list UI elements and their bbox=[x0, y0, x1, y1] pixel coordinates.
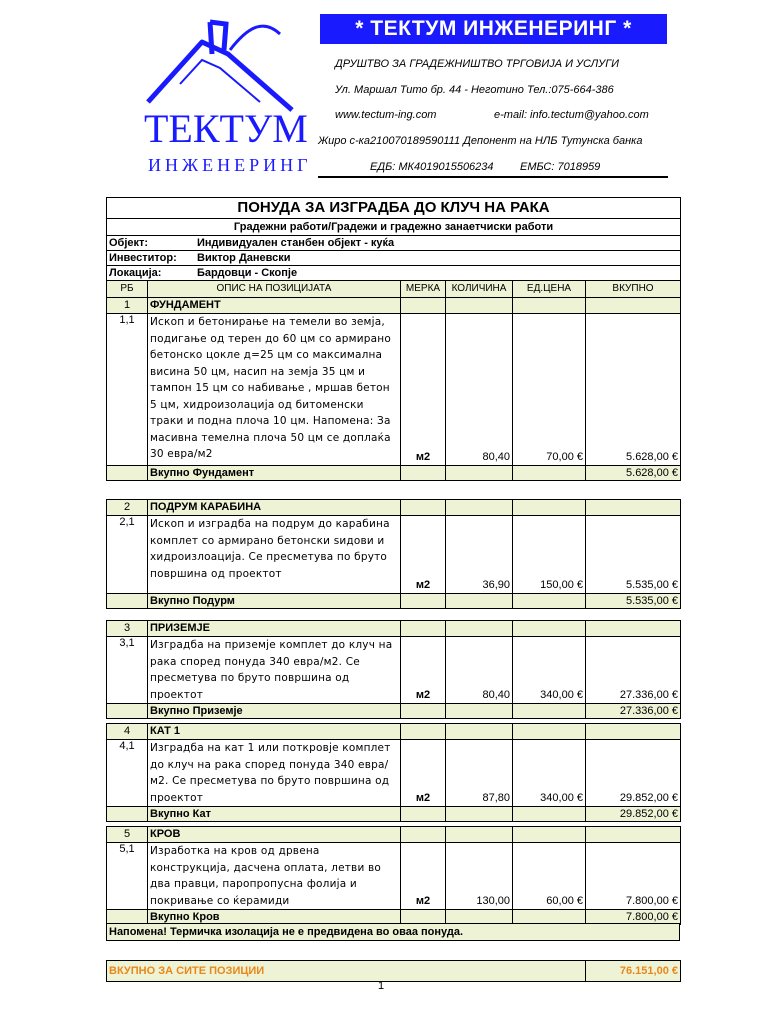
note-table bbox=[106, 923, 680, 941]
location-row bbox=[107, 266, 401, 281]
section-header-1 bbox=[107, 298, 681, 314]
offer-table bbox=[106, 197, 681, 481]
section-header-3 bbox=[107, 621, 681, 637]
object-value: Индивидуален станбен објект - куќа bbox=[197, 237, 395, 249]
item-row-4-1 bbox=[107, 740, 681, 807]
col-total: ВКУПНО bbox=[586, 281, 681, 298]
section-table-3 bbox=[106, 620, 681, 719]
section-name: ФУНДАМЕНТ bbox=[148, 298, 401, 314]
col-price: ЕД.ЦЕНА bbox=[513, 281, 586, 298]
section-name: ПРИЗЕМЈЕ bbox=[148, 621, 401, 637]
sum-value: 5.628,00 € bbox=[586, 466, 681, 481]
sum-label: Вкупно Подурм bbox=[148, 594, 401, 609]
section-header-4 bbox=[107, 724, 681, 740]
section-number: 5 bbox=[107, 827, 148, 843]
sum-value: 27.336,00 € bbox=[586, 704, 681, 719]
col-rb: РБ bbox=[107, 281, 148, 298]
sum-value: 5.535,00 € bbox=[586, 594, 681, 609]
item-qty: 130,00 bbox=[446, 843, 513, 910]
grand-total-label: ВКУПНО ЗА СИТЕ ПОЗИЦИИ bbox=[107, 961, 586, 982]
company-bank-account: Жиро с-ка210070189590111 Депонент на НЛБ Тутунска банка bbox=[318, 135, 643, 147]
col-unit: МЕРКА bbox=[401, 281, 446, 298]
section-name: КАТ 1 bbox=[148, 724, 401, 740]
grand-total-value: 76.151,00 € bbox=[586, 961, 681, 982]
location-value: Бардовци - Скопје bbox=[197, 267, 298, 279]
logo-text-main: ТЕКТУМ bbox=[144, 106, 308, 151]
item-row-3-1 bbox=[107, 637, 681, 704]
sum-value: 29.852,00 € bbox=[586, 807, 681, 822]
company-address: Ул. Маршал Тито бр. 44 - Неготино Тел.:075-664-386 bbox=[335, 84, 614, 96]
item-unit: м2 bbox=[401, 843, 446, 910]
company-email[interactable]: e-mail: info.tectum@yahoo.com bbox=[494, 109, 649, 121]
object-row bbox=[107, 236, 401, 251]
section-table-5 bbox=[106, 826, 681, 925]
section-number: 2 bbox=[107, 500, 148, 516]
item-price: 340,00 € bbox=[513, 740, 586, 807]
item-qty: 87,80 bbox=[446, 740, 513, 807]
section-sum-2 bbox=[107, 594, 681, 609]
item-total: 27.336,00 € bbox=[586, 637, 681, 704]
section-sum-1 bbox=[107, 466, 681, 481]
section-table-4 bbox=[106, 723, 681, 822]
logo-text-sub: ИНЖЕНЕРИНГ bbox=[148, 155, 312, 175]
item-price: 70,00 € bbox=[513, 314, 586, 466]
location-label: Локација: bbox=[109, 267, 162, 279]
item-number: 5,1 bbox=[107, 843, 148, 910]
item-row-5-1 bbox=[107, 843, 681, 910]
item-description: Изградба на приземје комплет до клуч на рака според понуда 340 евра/м2. Се пресметува по бруто површина од проектот bbox=[148, 637, 401, 704]
sum-value: 7.800,00 € bbox=[586, 910, 681, 925]
sum-label: Вкупно Приземје bbox=[148, 704, 401, 719]
section-number: 3 bbox=[107, 621, 148, 637]
item-total: 5.535,00 € bbox=[586, 516, 681, 594]
item-row-1-1 bbox=[107, 314, 681, 466]
item-description: Изградба на кат 1 или поткровје комплет до клуч на рака според понуда 340 евра/м2. Се пресметува по бруто површина од проектот bbox=[148, 740, 401, 807]
company-embs: ЕМБС: 7018959 bbox=[520, 161, 601, 173]
company-banner: * ТЕКТУМ ИНЖЕНЕРИНГ * bbox=[320, 14, 667, 44]
sum-label: Вкупно Кат bbox=[148, 807, 401, 822]
section-header-5 bbox=[107, 827, 681, 843]
offer-subtitle: Градежни работи/Градежи и градежно занаетчиски работи bbox=[107, 219, 681, 236]
item-number: 3,1 bbox=[107, 637, 148, 704]
column-header-row bbox=[107, 281, 681, 298]
item-unit: м2 bbox=[401, 740, 446, 807]
section-header-2 bbox=[107, 500, 681, 516]
company-website[interactable]: www.tectum-ing.com bbox=[335, 109, 437, 121]
item-price: 340,00 € bbox=[513, 637, 586, 704]
investor-label: Инвеститор: bbox=[109, 252, 177, 264]
sum-label: Вкупно Фундамент bbox=[148, 466, 401, 481]
col-desc: ОПИС НА ПОЗИЦИЈАТА bbox=[148, 281, 401, 298]
col-qty: КОЛИЧИНА bbox=[446, 281, 513, 298]
item-description: Ископ и изградба на подрум до карабина комплет со армирано бетонски ѕидови и хидроизлоација. Се пресметува по бруто површина од проектот bbox=[148, 516, 401, 594]
page-number: 1 bbox=[378, 980, 385, 992]
item-number: 4,1 bbox=[107, 740, 148, 807]
investor-row bbox=[107, 251, 401, 266]
item-number: 2,1 bbox=[107, 516, 148, 594]
item-price: 60,00 € bbox=[513, 843, 586, 910]
note-text: Напомена! Термичка изолација не е предвидена во оваа понуда. bbox=[107, 924, 680, 941]
object-label: Објект: bbox=[109, 237, 149, 249]
item-row-2-1 bbox=[107, 516, 681, 594]
section-number: 1 bbox=[107, 298, 148, 314]
item-number: 1,1 bbox=[107, 314, 148, 466]
item-total: 29.852,00 € bbox=[586, 740, 681, 807]
section-sum-4 bbox=[107, 807, 681, 822]
item-total: 7.800,00 € bbox=[586, 843, 681, 910]
item-description: Ископ и бетонирање на темели во земја, подигање од терен до 60 цм со армирано бетонско цокле д=25 цм со максимална висина 50 цм, насип на земја 35 цм и тампон 15 цм со набивање , мршав бетон 5 цм, хидроизолација од битоменски траки и подна плоча 10 цм. Напомена: За масивна темелна плоча 50 цм се доплаќа 30 евра/м2 bbox=[148, 314, 401, 466]
section-number: 4 bbox=[107, 724, 148, 740]
section-sum-3 bbox=[107, 704, 681, 719]
header-divider bbox=[318, 176, 668, 178]
item-unit: м2 bbox=[401, 516, 446, 594]
item-description: Изработка на кров од дрвена конструкција, дасчена оплата, летви во два правци, паропропусна фолија и покривање со ќерамиди bbox=[148, 843, 401, 910]
item-unit: м2 bbox=[401, 314, 446, 466]
item-price: 150,00 € bbox=[513, 516, 586, 594]
grand-total-table bbox=[106, 960, 681, 982]
item-unit: м2 bbox=[401, 637, 446, 704]
item-qty: 36,90 bbox=[446, 516, 513, 594]
company-description: ДРУШТВО ЗА ГРАДЕЖНИШТВО ТРГОВИЈА И УСЛУГИ bbox=[335, 58, 620, 70]
company-edb: ЕДБ: МК4019015506234 bbox=[370, 161, 494, 173]
offer-title: ПОНУДА ЗА ИЗГРАДБА ДО КЛУЧ НА РАКА bbox=[107, 198, 681, 219]
item-qty: 80,40 bbox=[446, 314, 513, 466]
section-name: ПОДРУМ КАРАБИНА bbox=[148, 500, 401, 516]
sum-label: Вкупно Кров bbox=[148, 910, 401, 925]
section-name: КРОВ bbox=[148, 827, 401, 843]
investor-value: Виктор Даневски bbox=[197, 252, 291, 264]
item-qty: 80,40 bbox=[446, 637, 513, 704]
item-total: 5.628,00 € bbox=[586, 314, 681, 466]
section-table-2 bbox=[106, 499, 681, 609]
company-logo bbox=[140, 14, 315, 179]
